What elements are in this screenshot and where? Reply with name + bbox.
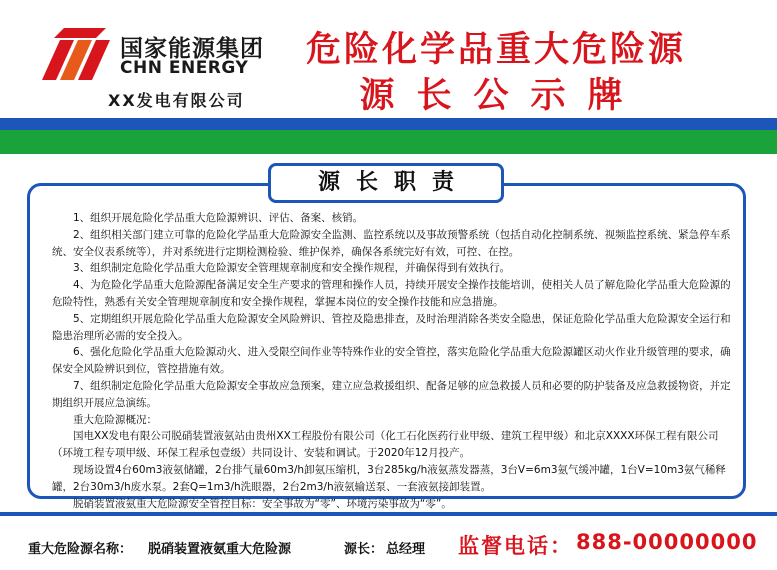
duty-paragraph: 6、强化危险化学品重大危险源动火、进入受限空间作业等特殊作业的安全管控，落实危险化学品重大危险源罐区动火作业升级管理的要求，确保安全风险辨识到位，管控措施有效。 (52, 346, 731, 376)
panel-title-box (268, 163, 504, 203)
phone-value: 888-00000000 (576, 530, 758, 554)
sign-title-line1: 危险化学品重大危险源 (306, 30, 687, 70)
blue-stripe (0, 118, 777, 130)
overview-heading: 重大危险源概况： (73, 413, 157, 426)
sign-title-line2: 源长公示牌 (359, 76, 645, 116)
chief-label: 源长： (344, 542, 384, 557)
duty-paragraph: 5、定期组织开展危险化学品重大危险源安全风险辨识、管控及隐患排查，及时治理消除各类安全隐患，保证危险化学品重大危险源安全运行和隐患治理所必需的安全投入。 (52, 312, 731, 342)
footer-divider (0, 512, 777, 516)
overview-paragraph: 国电XX发电有限公司脱硝装置液氨站由贵州XX工程股份有限公司（化工石化医药行业甲级、建筑工程甲级）和北京XXXX环保工程有限公司（环境工程专项甲级、环保工程承包壹级）共同设计、安装和调试。于2020年12月投产。 (52, 430, 719, 460)
company-subsidiary: XX发电有限公司 (108, 91, 245, 110)
panel-title: 源长职责 (317, 170, 470, 195)
duty-paragraph: 7、组织制定危险化学品重大危险源安全事故应急预案，建立应急救援组织、配备足够的应急救援人员和必要的防护装备及应急救援物资，并定期组织开展应急演练。 (52, 379, 731, 409)
chief-value: 总经理 (386, 542, 426, 557)
duty-paragraph: 1、组织开展危险化学品重大危险源辨识、评估、备案、核销。 (73, 212, 364, 224)
overview-paragraph: 脱硝装置液氨重大危险源安全管控目标：安全事故为“零”、环境污染事故为“零”。 (73, 497, 452, 510)
duty-paragraph: 2、组织相关部门建立可靠的危险化学品重大危险源安全监测、监控系统以及事故预警系统（包括自动化控制系统、视频监控系统、紧急停车系统、安全仪表系统等），并对系统进行定期检测检验、维护保养，确保各系统完好有效，可控、在控。 (52, 228, 731, 258)
company-name-cn: 国家能源集团 (120, 36, 264, 62)
duty-paragraph: 3、组织制定危险化学品重大危险源安全管理规章制度和安全操作规程，并确保得到有效执行。 (73, 262, 511, 275)
hazard-name-value: 脱硝装置液氨重大危险源 (148, 542, 292, 557)
green-stripe (0, 130, 777, 154)
hazard-name-label: 重大危险源名称： (28, 542, 133, 557)
chn-energy-logo-icon (40, 26, 114, 82)
company-name-en: CHN ENERGY (120, 58, 249, 78)
phone-label: 监督电话： (458, 534, 573, 558)
duty-paragraph: 4、为危险化学品重大危险源配备满足安全生产要求的管理和操作人员，持续开展安全操作技能培训，使相关人员了解危险化学品重大危险源的危险特性，熟悉有关安全管理规章制度和安全操作规程，掌握本岗位的安全操作技能和应急措施。 (52, 279, 731, 308)
duties-content (52, 210, 732, 512)
overview-paragraph: 现场设置4台60m3液氨储罐，2台排气量60m3/h卸氨压缩机，3台285kg/h液氨蒸发器蒸，3台V=6m3氨气缓冲罐，1台V=10m3氨气稀释罐，2台30m3/h废水泵。2套Q=1m3/h洗眼器，2台2m3/h液氨输送泵、一套液氨接卸装置。 (52, 463, 726, 493)
header (0, 0, 777, 118)
